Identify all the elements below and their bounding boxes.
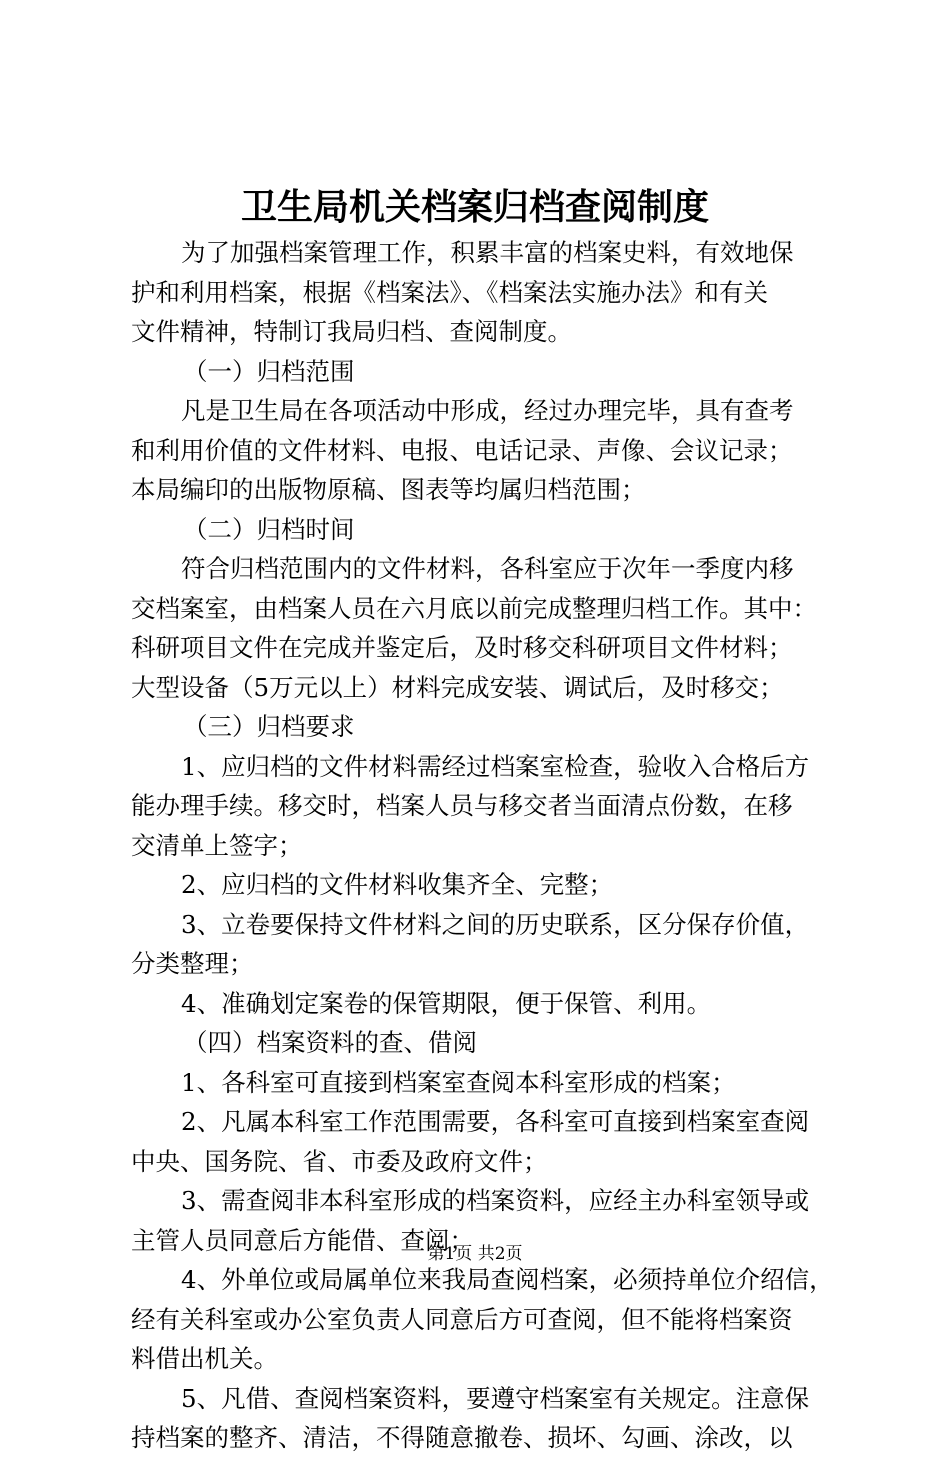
paragraph-line: 4、准确划定案卷的保管期限，便于保管、利用。 bbox=[181, 988, 712, 1018]
paragraph-line: 持档案的整齐、清洁，不得随意撤卷、损坏、勾画、涂改，以 bbox=[131, 1423, 793, 1452]
paragraph-line: 经有关科室或办公室负责人同意后方可查阅，但不能将档案资 bbox=[131, 1304, 793, 1334]
section-heading: （三）归档要求 bbox=[183, 712, 355, 741]
paragraph-line: 护和利用档案，根据《档案法》、《档案法实施办法》和有关 bbox=[131, 277, 768, 307]
paragraph-line: 凡是卫生局在各项活动中形成，经过办理完毕，具有查考 bbox=[181, 396, 794, 425]
paragraph-line: 本局编印的出版物原稿、图表等均属归档范围； bbox=[131, 475, 646, 504]
paragraph-line: 中央、国务院、省、市委及政府文件； bbox=[131, 1146, 548, 1176]
paragraph-line: 交档案室，由档案人员在六月底以前完成整理归档工作。其中： bbox=[131, 593, 817, 623]
paragraph-line: 3、立卷要保持文件材料之间的历史联系，区分保存价值， bbox=[181, 909, 810, 939]
paragraph-line: 主管人员同意后方能借、查阅； bbox=[131, 1225, 474, 1255]
section-heading: （四）档案资料的查、借阅 bbox=[183, 1028, 477, 1057]
paragraph-line: 交清单上签字； bbox=[131, 830, 303, 860]
paragraph-line: 大型设备（5万元以上）材料完成安装、调试后，及时移交； bbox=[131, 672, 784, 702]
paragraph-line: 2、应归档的文件材料收集齐全、完整； bbox=[181, 870, 614, 899]
paragraph-line: 1、各科室可直接到档案室查阅本科室形成的档案； bbox=[181, 1067, 736, 1097]
paragraph-line: 料借出机关。 bbox=[131, 1344, 278, 1373]
paragraph-line: 分类整理； bbox=[131, 949, 254, 978]
section-heading: （二）归档时间 bbox=[183, 514, 355, 544]
page-number-label: 第1页 共2页 bbox=[427, 1244, 523, 1264]
paragraph-line: 4、外单位或局属单位来我局查阅档案，必须持单位介绍信， bbox=[181, 1265, 834, 1294]
paragraph-line: 为了加强档案管理工作，积累丰富的档案史料，有效地保 bbox=[181, 238, 794, 267]
paragraph-line: 和利用价值的文件材料、电报、电话记录、声像、会议记录； bbox=[131, 435, 793, 465]
paragraph-line: 3、需查阅非本科室形成的档案资料，应经主办科室领导或 bbox=[181, 1186, 810, 1215]
paragraph-line: 5、凡借、查阅档案资料，要遵守档案室有关规定。注意保 bbox=[181, 1383, 810, 1413]
paragraph-line: 科研项目文件在完成并鉴定后，及时移交科研项目文件材料； bbox=[131, 633, 793, 662]
paragraph-line: 2、凡属本科室工作范围需要，各科室可直接到档案室查阅 bbox=[181, 1107, 810, 1136]
paragraph-line: 1、应归档的文件材料需经过档案室检查，验收入合格后方 bbox=[181, 751, 810, 781]
paragraph-line: 符合归档范围内的文件材料，各科室应于次年一季度内移 bbox=[181, 554, 794, 583]
page-footer bbox=[0, 1242, 950, 1266]
document-body bbox=[131, 233, 834, 1458]
section-heading: （一）归档范围 bbox=[183, 356, 355, 386]
paragraph-line: 能办理手续。移交时，档案人员与移交者当面清点份数，在移 bbox=[131, 791, 793, 820]
document-title: 卫生局机关档案归档查阅制度 bbox=[240, 186, 709, 228]
paragraph-line: 文件精神，特制订我局归档、查阅制度。 bbox=[131, 317, 572, 346]
